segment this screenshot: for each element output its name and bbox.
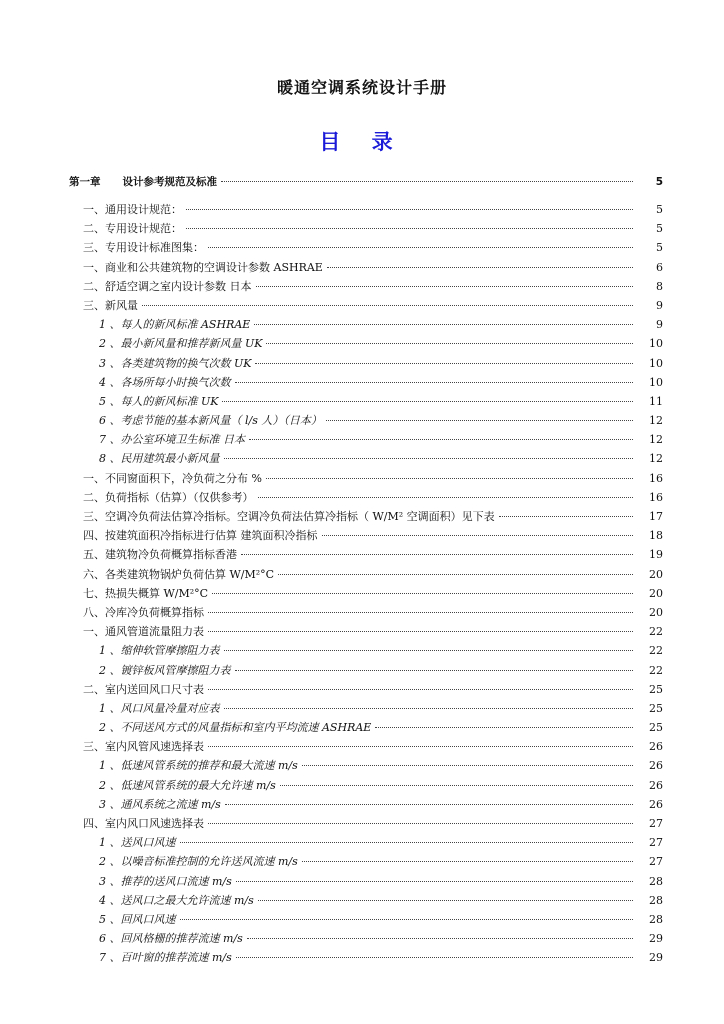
toc-entry-label — [83, 200, 182, 219]
toc-entry-row[interactable] — [69, 795, 663, 814]
toc-entry-text: 一、通风管道流量阻力表 — [83, 625, 204, 639]
toc-entry-label — [99, 334, 262, 353]
toc-entry-label — [99, 948, 232, 967]
toc-dot-leader — [225, 804, 633, 805]
toc-entry-text: 四、室内风口风速选择表 — [83, 817, 204, 830]
toc-page-number: 29 — [649, 951, 663, 965]
toc-entry-label — [99, 411, 322, 430]
toc-entry-row[interactable] — [69, 430, 663, 449]
toc-page-number: 26 — [649, 778, 663, 792]
toc-entry-text: 2 、以噪音标准控制的允许送风流速 m/s — [99, 855, 298, 869]
toc-page-number: 25 — [649, 721, 663, 735]
toc-page-number: 26 — [649, 740, 663, 754]
toc-entry-row[interactable] — [69, 219, 663, 238]
toc-page-number: 9 — [656, 298, 663, 312]
toc-entry-text: 6 、考虑节能的基本新风量（ l/s 人）（日本） — [99, 414, 322, 428]
toc-dot-leader — [208, 689, 633, 690]
toc-entry-label — [83, 277, 252, 296]
toc-entry-text: 2 、镀锌板风管摩擦阻力表 — [99, 663, 231, 677]
toc-entry-text: 1 、风口风量冷量对应表 — [99, 701, 220, 715]
toc-page-number: 22 — [649, 625, 663, 639]
toc-page-number: 27 — [649, 817, 663, 830]
toc-entry-text: 六、各类建筑物锅炉负荷估算 W/M²°C — [83, 567, 275, 581]
toc-entry-row[interactable] — [69, 545, 663, 564]
toc-chapter-number: 第一章 — [69, 176, 101, 188]
toc-dot-leader — [208, 631, 633, 632]
toc-page-number: 12 — [649, 433, 663, 447]
toc-dot-leader — [142, 305, 633, 306]
toc-page-number: 26 — [649, 759, 663, 773]
toc-entry-label — [83, 565, 274, 584]
toc-page-number: 20 — [649, 586, 663, 600]
toc-entry-row[interactable] — [69, 507, 663, 526]
toc-dot-leader — [254, 324, 633, 325]
toc-dot-leader — [208, 746, 633, 747]
toc-entry-text: 一、商业和公共建筑物的空调设计参数 ASHRAE — [83, 260, 323, 274]
toc-dot-leader — [266, 478, 633, 479]
toc-entry-text: 四、按建筑面积冷指标进行估算 建筑面积冷指标 — [83, 529, 318, 543]
toc-page-number: 11 — [649, 394, 663, 408]
toc-entry-row[interactable] — [69, 354, 663, 373]
toc-entry-text: 三、空调冷负荷法估算冷指标。空调冷负荷法估算冷指标（ W/M² 空调面积）见下表 — [83, 510, 495, 523]
toc-entry-text: 一、通用设计规范： — [83, 203, 182, 216]
toc-entry-row[interactable] — [69, 392, 663, 411]
toc-page-number: 5 — [655, 176, 663, 188]
toc-dot-leader — [280, 785, 633, 786]
toc-dot-leader — [375, 727, 633, 728]
toc-entry-label — [83, 219, 182, 238]
toc-dot-leader — [326, 420, 633, 421]
toc-dot-leader — [258, 497, 634, 498]
toc-entry-label — [83, 737, 204, 756]
toc-entry-row[interactable] — [69, 776, 663, 795]
toc-entry-label — [99, 910, 176, 929]
toc-page-number: 22 — [649, 644, 663, 658]
toc-chapter-row[interactable] — [69, 172, 663, 200]
toc-dot-leader — [180, 842, 634, 843]
toc-entry-row[interactable] — [69, 277, 663, 296]
toc-entry-label — [99, 373, 231, 392]
toc-page-number: 22 — [649, 663, 663, 677]
toc-entry-label — [83, 814, 204, 833]
toc-entry-label — [99, 430, 245, 449]
toc-entry-row[interactable] — [69, 315, 663, 334]
toc-entry-row[interactable] — [69, 584, 663, 603]
toc-entry-text: 4 、各场所每小时换气次数 — [99, 375, 231, 389]
toc-entry-text: 5 、回风口风速 — [99, 912, 176, 926]
toc-page-number: 25 — [649, 701, 663, 715]
toc-entry-row[interactable] — [69, 872, 663, 891]
toc-dot-leader — [180, 919, 634, 920]
toc-entry-row[interactable] — [69, 929, 663, 948]
toc-entry-label — [69, 172, 217, 192]
toc-entry-label — [83, 507, 495, 526]
toc-entry-text: 3 、推荐的送风口流速 m/s — [99, 874, 232, 888]
toc-entry-text: 设计参考规范及标准 — [122, 176, 217, 188]
toc-page-number: 29 — [649, 932, 663, 946]
toc-dot-leader — [208, 612, 633, 613]
toc-entry-label — [99, 661, 231, 680]
toc-entry-label — [83, 488, 254, 507]
toc-entry-row[interactable] — [69, 718, 663, 737]
toc-entry-text: 6 、回风格栅的推荐流速 m/s — [99, 932, 243, 946]
toc-page-number: 10 — [649, 356, 663, 370]
toc-entry-text: 1 、缩伸软管摩擦阻力表 — [99, 644, 220, 658]
toc-entry-label — [99, 718, 371, 737]
toc-entry-text: 5 、每人的新风标准 UK — [99, 394, 219, 408]
toc-entry-row[interactable] — [69, 641, 663, 660]
toc-page-number: 17 — [649, 510, 663, 523]
toc-entry-text: 2 、最小新风量和推荐新风量 UK — [99, 337, 263, 351]
toc-entry-row[interactable] — [69, 699, 663, 718]
toc-entry-row[interactable] — [69, 891, 663, 910]
toc-entry-row[interactable] — [69, 661, 663, 680]
toc-page-number: 6 — [656, 260, 663, 274]
toc-entry-row[interactable] — [69, 488, 663, 507]
toc-dot-leader — [302, 861, 633, 862]
toc-entry-text: 二、负荷指标（估算）（仅供参考） — [83, 490, 254, 504]
toc-entry-row[interactable] — [69, 565, 663, 584]
toc-page-number: 5 — [656, 222, 663, 236]
toc-entry-row[interactable] — [69, 200, 663, 219]
toc-entry-row[interactable] — [69, 680, 663, 699]
toc-entry-row[interactable] — [69, 833, 663, 852]
toc-dot-leader — [221, 181, 633, 182]
toc-dot-leader — [249, 439, 633, 440]
toc-dot-leader — [322, 535, 634, 536]
toc-page-number: 26 — [649, 797, 663, 811]
toc-entry-row[interactable] — [69, 373, 663, 392]
toc-entry-label — [83, 622, 204, 641]
toc-dot-leader — [224, 650, 634, 651]
toc-page-number: 10 — [649, 375, 663, 389]
toc-entry-text: 八、冷库冷负荷概算指标 — [83, 605, 204, 619]
toc-page-number: 5 — [656, 203, 663, 216]
toc-page-number: 20 — [649, 605, 663, 619]
toc-dot-leader — [235, 670, 634, 671]
toc-entry-label — [83, 545, 237, 564]
toc-page-number: 25 — [649, 682, 663, 696]
document-title: 暖通空调系统设计手册 — [276, 78, 447, 97]
toc-page-number: 16 — [649, 490, 663, 504]
toc-entry-text: 7 、百叶窗的推荐流速 m/s — [99, 951, 232, 965]
toc-entry-text: 三、室内风管风速选择表 — [83, 740, 204, 754]
toc-heading: 目 录 — [319, 130, 405, 154]
toc-entry-label — [99, 641, 220, 660]
toc-entry-row[interactable] — [69, 737, 663, 756]
toc-page-number: 19 — [649, 548, 663, 562]
toc-entry-text: 7 、办公室环境卫生标准 日本 — [99, 433, 245, 447]
toc-page-number: 16 — [649, 471, 663, 485]
toc-page-number: 27 — [649, 836, 663, 850]
toc-dot-leader — [327, 267, 633, 268]
toc-entry-text: 五、建筑物冷负荷概算指标香港 — [83, 548, 237, 562]
toc-entry-label — [99, 354, 251, 373]
toc-entry-row[interactable] — [69, 622, 663, 641]
toc-dot-leader — [186, 228, 633, 229]
toc-dot-leader — [255, 363, 633, 364]
toc-entry-text: 1 、低速风管系统的推荐和最大流速 m/s — [99, 759, 298, 773]
toc-entry-row[interactable] — [69, 258, 663, 277]
toc-dot-leader — [302, 765, 633, 766]
toc-entry-text: 2 、不同送风方式的风量指标和室内平均流速 ASHRAE — [99, 721, 372, 735]
toc-dot-leader — [266, 343, 633, 344]
toc-entry-label — [99, 756, 298, 775]
toc-entry-text: 8 、民用建筑最小新风量 — [99, 452, 220, 466]
toc-entry-label — [99, 929, 243, 948]
toc-entry-label — [99, 795, 221, 814]
toc-dot-leader — [222, 401, 633, 402]
toc-page-number: 9 — [656, 318, 663, 332]
toc-dot-leader — [208, 247, 633, 248]
toc-entry-text: 4 、送风口之最大允许流速 m/s — [99, 893, 254, 907]
toc-page-number: 5 — [656, 241, 663, 255]
toc-entry-label — [83, 603, 204, 622]
toc-entry-label — [99, 852, 298, 871]
toc-entry-text: 3 、通风系统之流速 m/s — [99, 797, 221, 811]
toc-page-number: 12 — [649, 414, 663, 428]
toc-page-number: 12 — [649, 452, 663, 466]
toc-entry-label — [83, 680, 204, 699]
toc-entry-label — [99, 872, 232, 891]
toc-entry-row[interactable] — [69, 910, 663, 929]
table-of-contents — [69, 172, 663, 968]
toc-entry-label — [99, 833, 176, 852]
toc-dot-leader — [224, 708, 634, 709]
toc-entry-label — [83, 584, 208, 603]
toc-entry-text: 二、专用设计规范： — [83, 222, 182, 236]
toc-entry-text: 1 、送风口风速 — [99, 836, 176, 850]
toc-entry-row[interactable] — [69, 469, 663, 488]
toc-entry-row[interactable] — [69, 238, 663, 257]
toc-dot-leader — [258, 900, 633, 901]
toc-entry-text: 三、新风量 — [83, 298, 138, 312]
toc-entry-row[interactable] — [69, 814, 663, 833]
toc-entry-text: 2 、低速风管系统的最大允许速 m/s — [99, 778, 276, 792]
toc-entry-label — [83, 469, 262, 488]
toc-page-number: 28 — [649, 912, 663, 926]
toc-entry-label — [83, 526, 318, 545]
toc-dot-leader — [212, 593, 633, 594]
toc-dot-leader — [256, 286, 634, 287]
toc-dot-leader — [236, 881, 633, 882]
toc-entry-text: 3 、各类建筑物的换气次数 UK — [99, 356, 252, 370]
toc-page-number: 10 — [649, 337, 663, 351]
toc-entry-text: 七、热损失概算 W/M²°C — [83, 586, 209, 600]
toc-entry-label — [99, 392, 218, 411]
toc-entry-label — [99, 776, 276, 795]
toc-page-number: 18 — [649, 529, 663, 543]
toc-entry-text: 二、室内送回风口尺寸表 — [83, 682, 204, 696]
toc-dot-leader — [499, 516, 633, 517]
toc-entry-label — [83, 238, 204, 257]
toc-entry-label — [83, 296, 138, 315]
toc-entry-row[interactable] — [69, 449, 663, 468]
toc-entry-label — [99, 315, 250, 334]
toc-entry-label — [99, 891, 254, 910]
toc-entry-row[interactable] — [69, 603, 663, 622]
toc-dot-leader — [186, 209, 633, 210]
toc-entry-label — [99, 699, 220, 718]
toc-entry-row[interactable] — [69, 334, 663, 353]
toc-dot-leader — [278, 574, 633, 575]
toc-page-number: 20 — [649, 567, 663, 581]
toc-entry-row[interactable] — [69, 948, 663, 967]
toc-entry-row[interactable] — [69, 526, 663, 545]
toc-page-number: 8 — [656, 279, 663, 293]
toc-page-number: 28 — [649, 874, 663, 888]
toc-entry-row[interactable] — [69, 411, 663, 430]
toc-entry-text: 二、舒适空调之室内设计参数 日本 — [83, 279, 252, 293]
toc-dot-leader — [224, 458, 634, 459]
toc-entry-text: 一、不同窗面积下，冷负荷之分布 % — [83, 471, 262, 485]
toc-entry-row[interactable] — [69, 852, 663, 871]
toc-entry-row[interactable] — [69, 756, 663, 775]
toc-dot-leader — [241, 554, 633, 555]
toc-dot-leader — [235, 382, 634, 383]
toc-entry-label — [99, 449, 220, 468]
toc-entry-row[interactable] — [69, 296, 663, 315]
toc-entry-text: 三、专用设计标准图集： — [83, 241, 204, 255]
toc-entry-label — [83, 258, 323, 277]
toc-dot-leader — [208, 823, 633, 824]
toc-entry-text: 1 、每人的新风标准 ASHRAE — [99, 318, 251, 332]
toc-page-number: 27 — [649, 855, 663, 869]
toc-dot-leader — [236, 957, 633, 958]
toc-page-number: 28 — [649, 893, 663, 907]
toc-dot-leader — [247, 938, 633, 939]
